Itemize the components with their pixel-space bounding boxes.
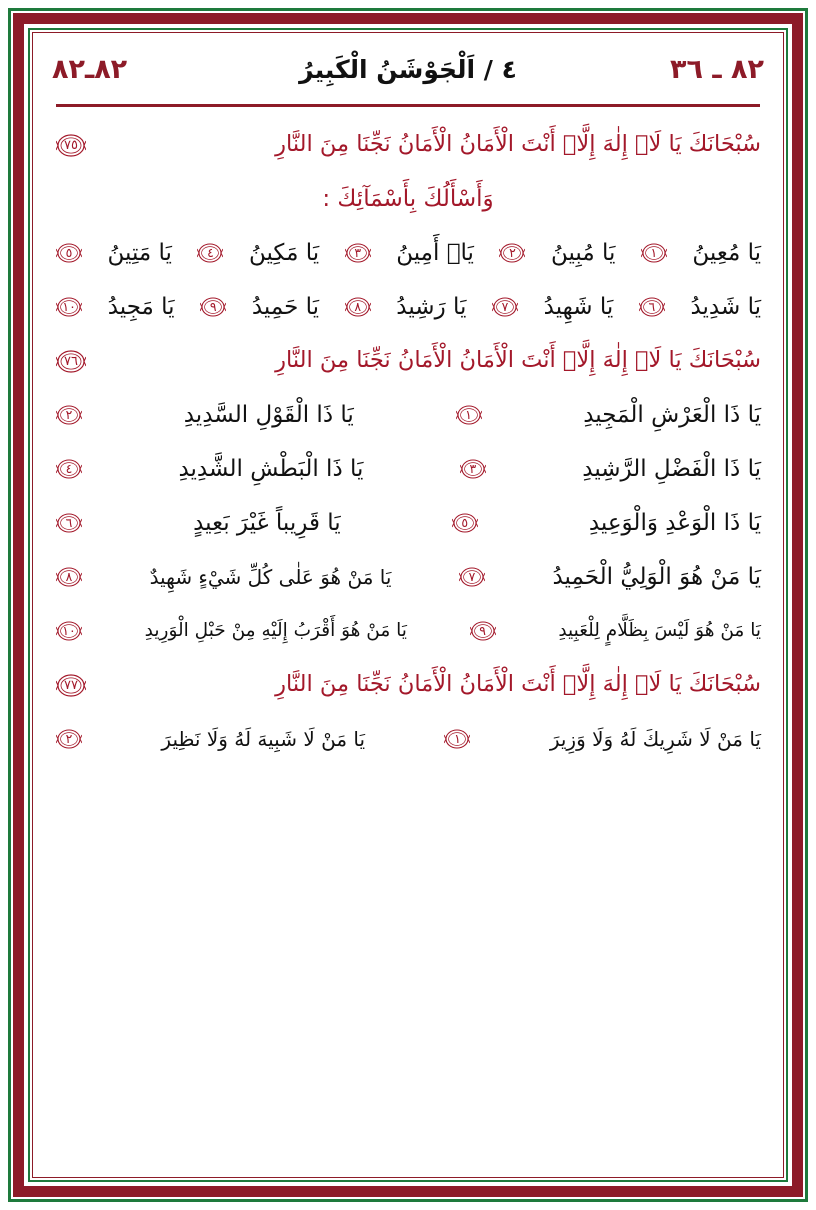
verse-marker <box>56 512 82 534</box>
refrain-line <box>52 663 764 707</box>
verse-marker <box>56 458 82 480</box>
verse-marker-number: ١ <box>454 730 461 746</box>
name-text: يَا قَرِيباً غَيْرَ بَعِيدٍ <box>193 509 341 536</box>
name-text: يَا ذَا الْقَوْلِ السَّدِيدِ <box>183 401 354 428</box>
name-text: يَا مَنْ لَا شَرِيكَ لَهُ وَلَا وَزِيرَ <box>549 727 761 751</box>
name-text: يَا مَتِينُ <box>107 239 172 266</box>
names-line <box>52 393 764 437</box>
header-page-number-right: ٨٢ ـ ٣٦ <box>670 53 764 85</box>
name-text: يَا شَهِيدُ <box>543 293 614 320</box>
verse-marker-number: ٧٥ <box>64 137 78 153</box>
page-content <box>38 38 778 1172</box>
verse-marker <box>452 512 478 534</box>
verse-marker <box>499 242 525 264</box>
verse-marker-number: ٥ <box>461 514 469 530</box>
verse-marker-number: ٥ <box>65 244 73 260</box>
verse-marker <box>56 404 82 426</box>
name-text: يَا مَنْ هُوَ الْوَلِيُّ الْحَمِيدُ <box>552 563 761 590</box>
names-line <box>52 609 764 653</box>
refrain-line <box>52 339 764 383</box>
verse-marker <box>56 349 86 374</box>
name-text: يَا مَنْ هُوَ أَقْرَبُ إِلَيْهِ مِنْ حَبْلِ الْوَرِيدِ <box>144 620 407 642</box>
name-text: يَا مُبِينُ <box>550 239 616 266</box>
verse-marker <box>639 296 665 318</box>
name-text: يَا ذَا الْفَضْلِ الرَّشِيدِ <box>582 455 761 482</box>
verse-marker-number: ٩ <box>479 622 486 638</box>
verse-marker-number: ٢ <box>65 406 73 422</box>
verse-marker <box>56 566 82 588</box>
invocation-text: وَأَسْأَلُكَ بِأَسْمَآئِكَ : <box>322 185 494 212</box>
verse-marker <box>444 728 470 750</box>
verse-marker <box>56 620 82 642</box>
verse-marker <box>345 296 371 318</box>
name-text: يَا مَنْ هُوَ لَيْسَ بِظَلَّامٍ لِلْعَبِيدِ <box>558 620 761 642</box>
page-title: ٤ / اَلْجَوْشَنُ الْكَبِيرُ <box>299 54 517 84</box>
verse-marker-number: ٧٦ <box>64 353 78 369</box>
name-text: يَا مَنْ هُوَ عَلٰى كُلِّ شَيْءٍ شَهِيدٌ <box>149 565 392 589</box>
verse-marker-number: ٤ <box>65 460 73 476</box>
verse-marker <box>470 620 496 642</box>
verse-marker-number: ١ <box>650 244 658 260</box>
invocation-line <box>52 177 764 221</box>
verse-marker <box>460 458 486 480</box>
name-text: يَا حَمِيدُ <box>251 293 320 320</box>
verse-marker <box>492 296 518 318</box>
name-text: يَا مَجِيدُ <box>107 293 175 320</box>
verse-marker-number: ٣ <box>354 244 362 260</box>
verse-marker-number: ١٠ <box>62 298 76 314</box>
name-text: يَا شَدِيدُ <box>690 293 761 320</box>
verse-marker <box>56 728 82 750</box>
header-page-number-left: ٨٢ـ٨٢ <box>52 53 128 85</box>
names-line <box>52 555 764 599</box>
refrain-text: سُبْحَانَكَ يَا لَاۤ إِلٰهَ إِلَّاۤ أَنْتَ الْأَمَانُ الْأَمَانُ نَجِّنَا مِنَ النَّارِ <box>275 671 761 698</box>
names-line <box>52 231 764 275</box>
name-text: يَاۤ أَمِينُ <box>396 239 474 266</box>
verse-marker-number: ٣ <box>469 460 477 476</box>
name-text: يَا مَنْ لَا شَبِيهَ لَهُ وَلَا نَظِيرَ <box>161 727 366 751</box>
verse-marker <box>345 242 371 264</box>
verse-marker-number: ٧ <box>501 298 509 314</box>
verse-marker-number: ٨ <box>354 298 362 314</box>
name-text: يَا ذَا الْعَرْشِ الْمَجِيدِ <box>583 401 761 428</box>
verse-marker <box>56 673 86 698</box>
name-text: يَا مَكِينُ <box>248 239 320 266</box>
verse-marker-number: ٧٧ <box>64 677 78 693</box>
name-text: يَا رَشِيدُ <box>396 293 467 320</box>
verse-marker <box>197 242 223 264</box>
verse-marker <box>56 242 82 264</box>
name-text: يَا مُعِينُ <box>692 239 761 266</box>
refrain-text: سُبْحَانَكَ يَا لَاۤ إِلٰهَ إِلَّاۤ أَنْتَ الْأَمَانُ الْأَمَانُ نَجِّنَا مِنَ النَّارِ <box>275 131 761 158</box>
verse-marker-number: ٤ <box>207 244 214 260</box>
verse-marker-number: ٢ <box>65 730 73 746</box>
verse-marker <box>456 404 482 426</box>
verse-marker <box>56 296 82 318</box>
names-line <box>52 717 764 761</box>
refrain-text: سُبْحَانَكَ يَا لَاۤ إِلٰهَ إِلَّاۤ أَنْتَ الْأَمَانُ الْأَمَانُ نَجِّنَا مِنَ النَّارِ <box>275 347 761 374</box>
verse-marker <box>459 566 485 588</box>
name-text: يَا ذَا الْوَعْدِ وَالْوَعِيدِ <box>588 509 761 536</box>
verse-marker-number: ١ <box>465 406 472 422</box>
names-line <box>52 285 764 329</box>
refrain-line <box>52 123 764 167</box>
verse-marker-number: ٩ <box>209 298 217 314</box>
document-body <box>38 107 778 761</box>
names-line <box>52 447 764 491</box>
verse-marker <box>56 133 86 158</box>
verse-marker <box>641 242 667 264</box>
verse-marker-number: ٦ <box>65 514 73 530</box>
verse-marker <box>200 296 226 318</box>
page-header <box>38 38 778 100</box>
verse-marker-number: ٧ <box>468 568 476 584</box>
verse-marker-number: ٦ <box>648 298 656 314</box>
name-text: يَا ذَا الْبَطْشِ الشَّدِيدِ <box>178 455 364 482</box>
verse-marker-number: ٨ <box>65 568 73 584</box>
names-line <box>52 501 764 545</box>
verse-marker-number: ٢ <box>509 244 516 260</box>
verse-marker-number: ١٠ <box>62 622 76 638</box>
